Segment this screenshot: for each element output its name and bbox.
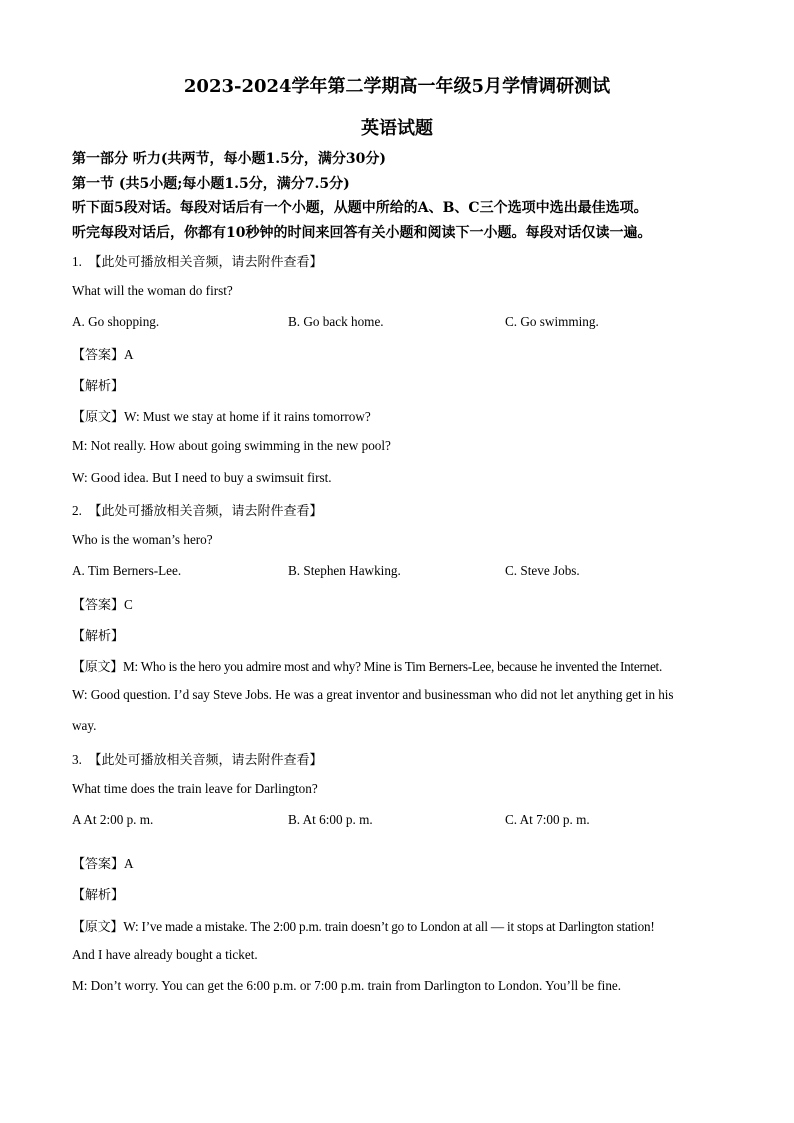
audio-link[interactable]: 【此处可播放相关音频，请去附件查看】 (88, 255, 323, 270)
section-heading: 第一节 (共5小题;每小题1.5分，满分7.5分) (72, 176, 350, 192)
question-1-analysis (72, 375, 124, 394)
question-2-transcript-line-2: W: Good question. I’d say Steve Jobs. He was a great inventor and businessman who did not let anything get in his (72, 687, 674, 702)
question-1-option-a: A. Go shopping. (72, 314, 160, 329)
transcript-text: W: I’ve made a mistake. The 2:00 p.m. train doesn’t go to London at all — it stops at Darlington station! (123, 919, 655, 934)
question-1-option-c: C. Go swimming. (505, 314, 599, 329)
question-number: 3. (72, 752, 82, 767)
answer-label: 【答案】 (72, 348, 125, 363)
answer-value: A (124, 347, 134, 362)
analysis-label: 【解析】 (72, 888, 125, 903)
question-1-transcript-line-3: W: Good idea. But I need to buy a swimsuit first. (72, 470, 332, 485)
question-1-stem: What will the woman do first? (72, 283, 233, 298)
analysis-label: 【解析】 (72, 379, 125, 394)
transcript-text: W: Must we stay at home if it rains tomorrow? (124, 409, 371, 424)
question-3-transcript-line-1 (72, 916, 655, 935)
question-2-answer (72, 594, 133, 613)
question-3-header (72, 749, 323, 768)
question-1-option-b: B. Go back home. (288, 314, 384, 329)
question-2-option-c: C. Steve Jobs. (505, 563, 580, 578)
part-heading: 第一部分 听力(共两节，每小题1.5分，满分30分) (72, 151, 386, 167)
question-2-option-b: B. Stephen Hawking. (288, 563, 401, 578)
question-1-answer (72, 344, 134, 363)
instruction-line-2: 听完每段对话后，你都有10秒钟的时间来回答有关小题和阅读下一小题。每段对话仅读一遍。 (72, 225, 652, 241)
question-3-answer (72, 853, 134, 872)
instruction-line-1: 听下面5段对话。每段对话后有一个小题，从题中所给的A、B、C三个选项中选出最佳选项。 (72, 200, 648, 216)
question-3-stem: What time does the train leave for Darlington? (72, 781, 318, 796)
question-3-option-b: B. At 6:00 p. m. (288, 812, 373, 827)
question-number: 2. (72, 503, 82, 518)
answer-value: C (124, 597, 133, 612)
question-2-header (72, 500, 323, 519)
answer-value: A (124, 856, 134, 871)
question-1-transcript-line-2: M: Not really. How about going swimming in the new pool? (72, 438, 391, 453)
transcript-label: 【原文】 (72, 410, 125, 425)
question-2-transcript-line-3: way. (72, 718, 97, 733)
page-subtitle: 英语试题 (361, 118, 433, 139)
question-2-stem: Who is the woman’s hero? (72, 532, 213, 547)
answer-label: 【答案】 (72, 598, 125, 613)
question-3-option-a: A At 2:00 p. m. (72, 812, 154, 827)
transcript-text: M: Who is the hero you admire most and why? Mine is Tim Berners-Lee, because he invented the Internet. (123, 659, 663, 674)
question-number: 1. (72, 254, 82, 269)
analysis-label: 【解析】 (72, 629, 125, 644)
audio-link[interactable]: 【此处可播放相关音频，请去附件查看】 (88, 504, 323, 519)
audio-link[interactable]: 【此处可播放相关音频，请去附件查看】 (88, 753, 323, 768)
question-1-header (72, 251, 323, 270)
question-2-transcript-line-1 (72, 656, 662, 675)
page-title: 2023-2024学年第二学期高一年级5月学情调研测试 (183, 76, 611, 97)
question-3-option-c: C. At 7:00 p. m. (505, 812, 590, 827)
transcript-label: 【原文】 (72, 920, 124, 935)
question-2-option-a: A. Tim Berners-Lee. (72, 563, 182, 578)
question-3-transcript-line-3: M: Don’t worry. You can get the 6:00 p.m. or 7:00 p.m. train from Darlington to London. You’ll be fine. (72, 978, 622, 993)
question-1-transcript-line-1 (72, 406, 371, 425)
transcript-label: 【原文】 (72, 660, 124, 675)
question-3-transcript-line-2: And I have already bought a ticket. (72, 947, 258, 962)
question-3-analysis (72, 884, 124, 903)
answer-label: 【答案】 (72, 857, 125, 872)
question-2-analysis (72, 625, 124, 644)
